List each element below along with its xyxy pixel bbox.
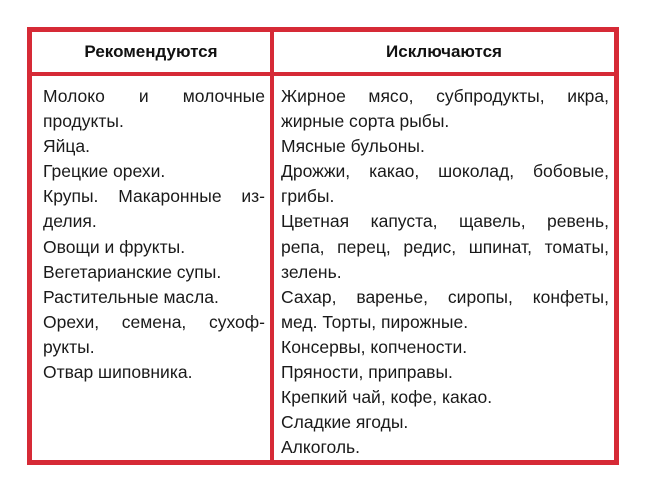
excluded-line: Мясные бульоны. <box>281 136 425 157</box>
column-divider <box>270 32 274 460</box>
excluded-line: жирные сорта рыбы. <box>281 111 450 132</box>
recommended-line: рукты. <box>43 336 95 357</box>
header-divider <box>32 72 614 76</box>
recommended-line: делия. <box>43 211 97 232</box>
recommended-line: Молоко и молочные <box>43 86 265 106</box>
excluded-line: репа, перец, редис, шпинат, томаты, <box>281 236 609 257</box>
recommended-line: Крупы. Макаронные из- <box>43 186 265 207</box>
header-recommended: Рекомендуются <box>84 42 218 61</box>
excluded-line: Дрожжи, какао, шоколад, бобовые, <box>281 161 609 182</box>
excluded-line: Жирное мясо, субпродукты, икра, <box>281 86 609 106</box>
excluded-line: грибы. <box>281 186 335 207</box>
excluded-line: Сладкие ягоды. <box>281 412 409 433</box>
recommended-line: Растительные масла. <box>43 286 219 307</box>
recommended-line: Грецкие орехи. <box>43 161 166 182</box>
excluded-line: Консервы, копчености. <box>281 336 468 357</box>
excluded-line: Цветная капуста, щавель, ревень, <box>281 211 609 232</box>
recommended-line: Отвар шиповника. <box>43 362 193 383</box>
recommended-line: Овощи и фрукты. <box>43 236 186 257</box>
excluded-column <box>281 84 609 460</box>
recommended-column <box>43 84 265 385</box>
excluded-line: зелень. <box>281 261 342 282</box>
header-excluded: Исключаются <box>386 42 502 61</box>
recommended-line: Вегетарианские супы. <box>43 261 222 282</box>
excluded-line: Сахар, варенье, сиропы, конфеты, <box>281 286 609 307</box>
excluded-line: мед. Торты, пирожные. <box>281 311 469 332</box>
recommended-line: Орехи, семена, сухоф- <box>43 311 265 332</box>
recommended-line: Яйца. <box>43 136 91 157</box>
diet-table <box>27 27 619 465</box>
excluded-line: Пряности, приправы. <box>281 362 453 383</box>
excluded-line: Крепкий чай, кофе, какао. <box>281 387 493 408</box>
recommended-line: продукты. <box>43 111 124 132</box>
excluded-line: Алкоголь. <box>281 437 361 458</box>
